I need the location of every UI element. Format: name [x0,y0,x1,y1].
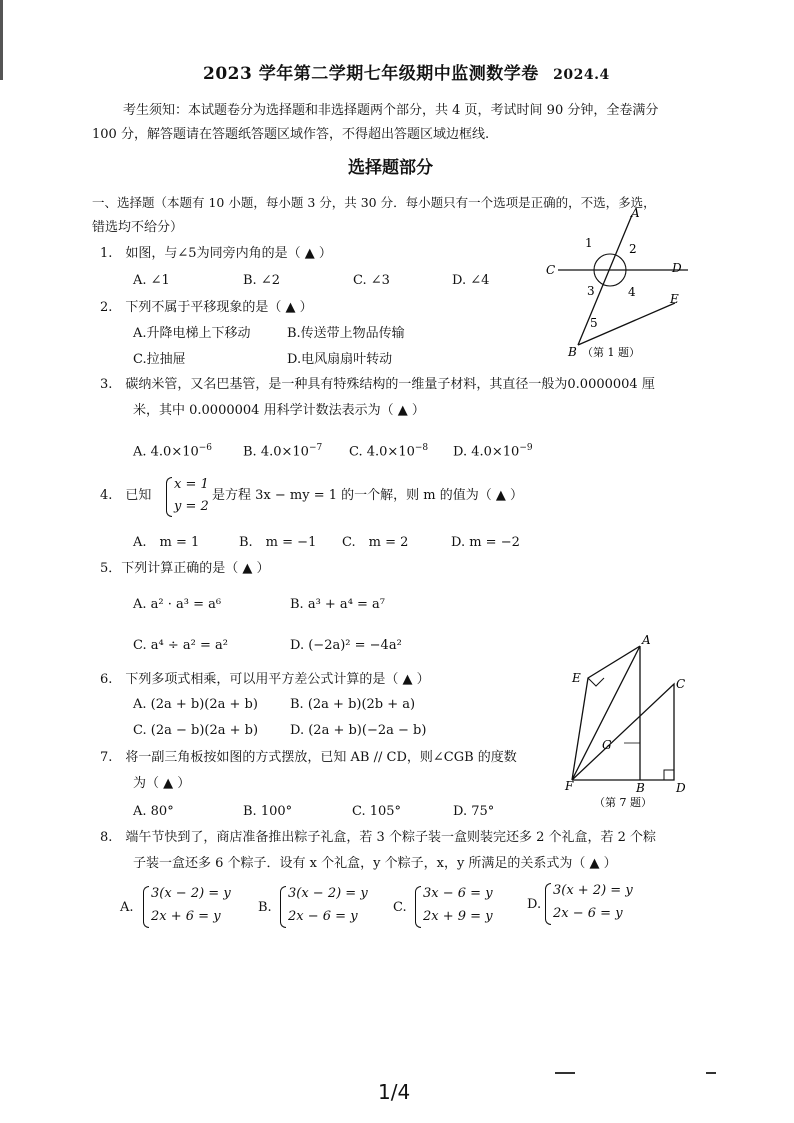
fig1-label-5: 5 [590,316,598,330]
q7-option-a: A. 80° [133,804,174,819]
right-angle-d [664,770,674,780]
right-angle-e [588,678,604,686]
q6-option-b: B. (2a + b)(2b + a) [290,697,416,712]
q8-option-a-label: A. [120,900,134,915]
q5-option-d: D. (−2a)² = −4a² [290,638,402,653]
q8-option-c-label: C. [393,900,407,915]
q8-option-c-eq-1: 3x − 6 = y [423,886,493,901]
q7-option-c: C. 105° [352,804,402,819]
q8-option-b-eq-2: 2x − 6 = y [288,909,358,924]
q4-option-a: A. m = 1 [133,535,200,550]
q3-stem-line-2: 米，其中 0.0000004 用科学计数法表示为（ ▲ ） [133,403,425,418]
q4-option-d: D. m = −2 [451,535,520,550]
q8-option-d-eq-2: 2x − 6 = y [553,906,623,921]
instruction-line-2: 错选均不给分） [92,220,184,235]
scan-dash-mark-2 [706,1072,716,1074]
q4-eq-2: y = 2 [174,499,209,514]
q2-option-c: C.拉抽屉 [133,352,186,367]
q3-option-a: A. $4.0\times 10^{-6}$ [133,443,213,460]
q4-stem-rest: 是方程 3x − my = 1 的一个解，则 m 的值为（ ▲ ） [212,488,523,503]
triangle-aef [572,646,640,780]
q7-option-d: D. 75° [453,804,495,819]
q3-option-b: B. $4.0\times 10^{-7}$ [243,443,323,460]
q1-option-c: C. ∠3 [353,273,390,288]
q8-option-d-label: D. [527,897,542,912]
fig1-label-1: 1 [585,236,593,250]
fig1-label-c: C [546,263,556,277]
fig1-label-a: A [631,206,640,220]
fig1-label-3: 3 [587,284,595,298]
fig1-label-d: D [672,261,682,275]
q1-option-a: A. ∠1 [133,273,170,288]
q7-option-b: B. 100° [243,804,293,819]
section-title: 选择题部分 [348,158,433,178]
q8-option-a-eq-1: 3(x − 2) = y [151,886,231,901]
q8-option-c-brace [415,886,421,928]
q7-stem-line-1: 7. 将一副三角板按如图的方式摆放，已知 AB // CD，则∠CGB 的度数 [100,750,517,765]
q8-option-a-brace [143,886,149,928]
fig7-label-b: B [636,781,645,795]
q7-stem-line-2: 为（ ▲ ） [133,776,191,791]
q6-stem: 6. 下列多项式相乘，可以用平方差公式计算的是（ ▲ ） [100,672,430,687]
notice-line-1: 考生须知：本试题卷分为选择题和非选择题两个部分，共 4 页，考试时间 90 分钟，全卷满分 [123,103,659,118]
q6-option-a: A. (2a + b)(2a + b) [133,697,258,712]
q6-option-c: C. (2a − b)(2a + b) [133,723,259,738]
fig1-caption: （第 1 题） [582,346,640,359]
fig1-label-e: E [670,292,679,306]
q1-option-b: B. ∠2 [243,273,280,288]
notice-line-2: 100 分，解答题请在答题纸答题区域作答，不得超出答题区域边框线. [92,127,490,142]
q2-option-a: A.升降电梯上下移动 [133,326,251,341]
page-number: 1/4 [378,1080,411,1104]
q5-option-c: C. a⁴ ÷ a² = a² [133,638,228,653]
q4-number: 4. 已知 [100,488,152,503]
q8-option-b-label: B. [258,900,272,915]
triangle-fcd [572,684,674,780]
scan-dash-mark [555,1072,575,1074]
q3-option-d: D. $4.0\times 10^{-9}$ [453,443,533,460]
q4-eq-1: x = 1 [174,477,209,492]
fig7-label-g: G [602,738,612,752]
q1-figure [540,205,740,365]
q8-stem-line-2: 子装一盒还多 6 个粽子．设有 x 个礼盒，y 个粽子，x，y 所满足的关系式为（ ▲ ） [133,856,617,871]
scan-edge-mark [0,0,3,80]
q4-option-b: B. m = −1 [239,535,317,550]
q2-stem: 2. 下列不属于平移现象的是（ ▲ ） [100,300,313,315]
q8-option-d-eq-1: 3(x + 2) = y [553,883,633,898]
q2-option-d: D.电风扇扇叶转动 [287,352,393,367]
fig1-label-2: 2 [629,242,637,256]
fig7-label-f: F [565,779,574,793]
exam-date: 2024.4 [553,67,610,83]
q4-system-brace [166,477,172,517]
instruction-line-1: 一、选择题（本题有 10 小题，每小题 3 分，共 30 分．每小题只有一个选项是正确的，不选，多选， [92,195,656,210]
fig7-label-a: A [642,633,651,647]
q5-option-a: A. a² · a³ = a⁶ [133,597,222,612]
fig7-caption: （第 7 题） [594,796,652,809]
q1-option-d: D. ∠4 [452,273,490,288]
fig7-label-c: C [676,677,686,691]
q5-option-b: B. a³ + a⁴ = a⁷ [290,597,386,612]
q8-option-a-eq-2: 2x + 6 = y [151,909,221,924]
fig7-label-e: E [572,671,581,685]
q8-option-b-brace [280,886,286,928]
q2-option-b: B.传送带上物品传输 [287,326,405,341]
q4-option-c: C. m = 2 [342,535,409,550]
page-title: 2023 学年第二学期七年级期中监测数学卷 2024.4 [203,64,610,84]
q8-option-d-brace [545,883,551,925]
fig1-label-b: B [568,345,577,359]
q8-option-c-eq-2: 2x + 9 = y [423,909,493,924]
q8-stem-line-1: 8. 端午节快到了，商店准备推出粽子礼盒，若 3 个粽子装一盒则装完还多 2 个礼盒，若 2 个粽 [100,830,657,845]
q8-option-b-eq-1: 3(x − 2) = y [288,886,368,901]
fig1-label-4: 4 [628,285,636,299]
fig7-label-d: D [676,781,686,795]
q3-stem-line-1: 3. 碳纳米管，又名巴基管，是一种具有特殊结构的一维量子材料，其直径一般为0.0000004 厘 [100,377,655,392]
q5-stem: 5．下列计算正确的是（ ▲ ） [100,561,270,576]
q7-figure [566,630,706,812]
q3-option-c: C. $4.0\times 10^{-8}$ [349,443,429,460]
q1-stem: 1. 如图，与∠5为同旁内角的是（ ▲ ） [100,246,332,261]
q6-option-d: D. (2a + b)(−2a − b) [290,723,427,738]
